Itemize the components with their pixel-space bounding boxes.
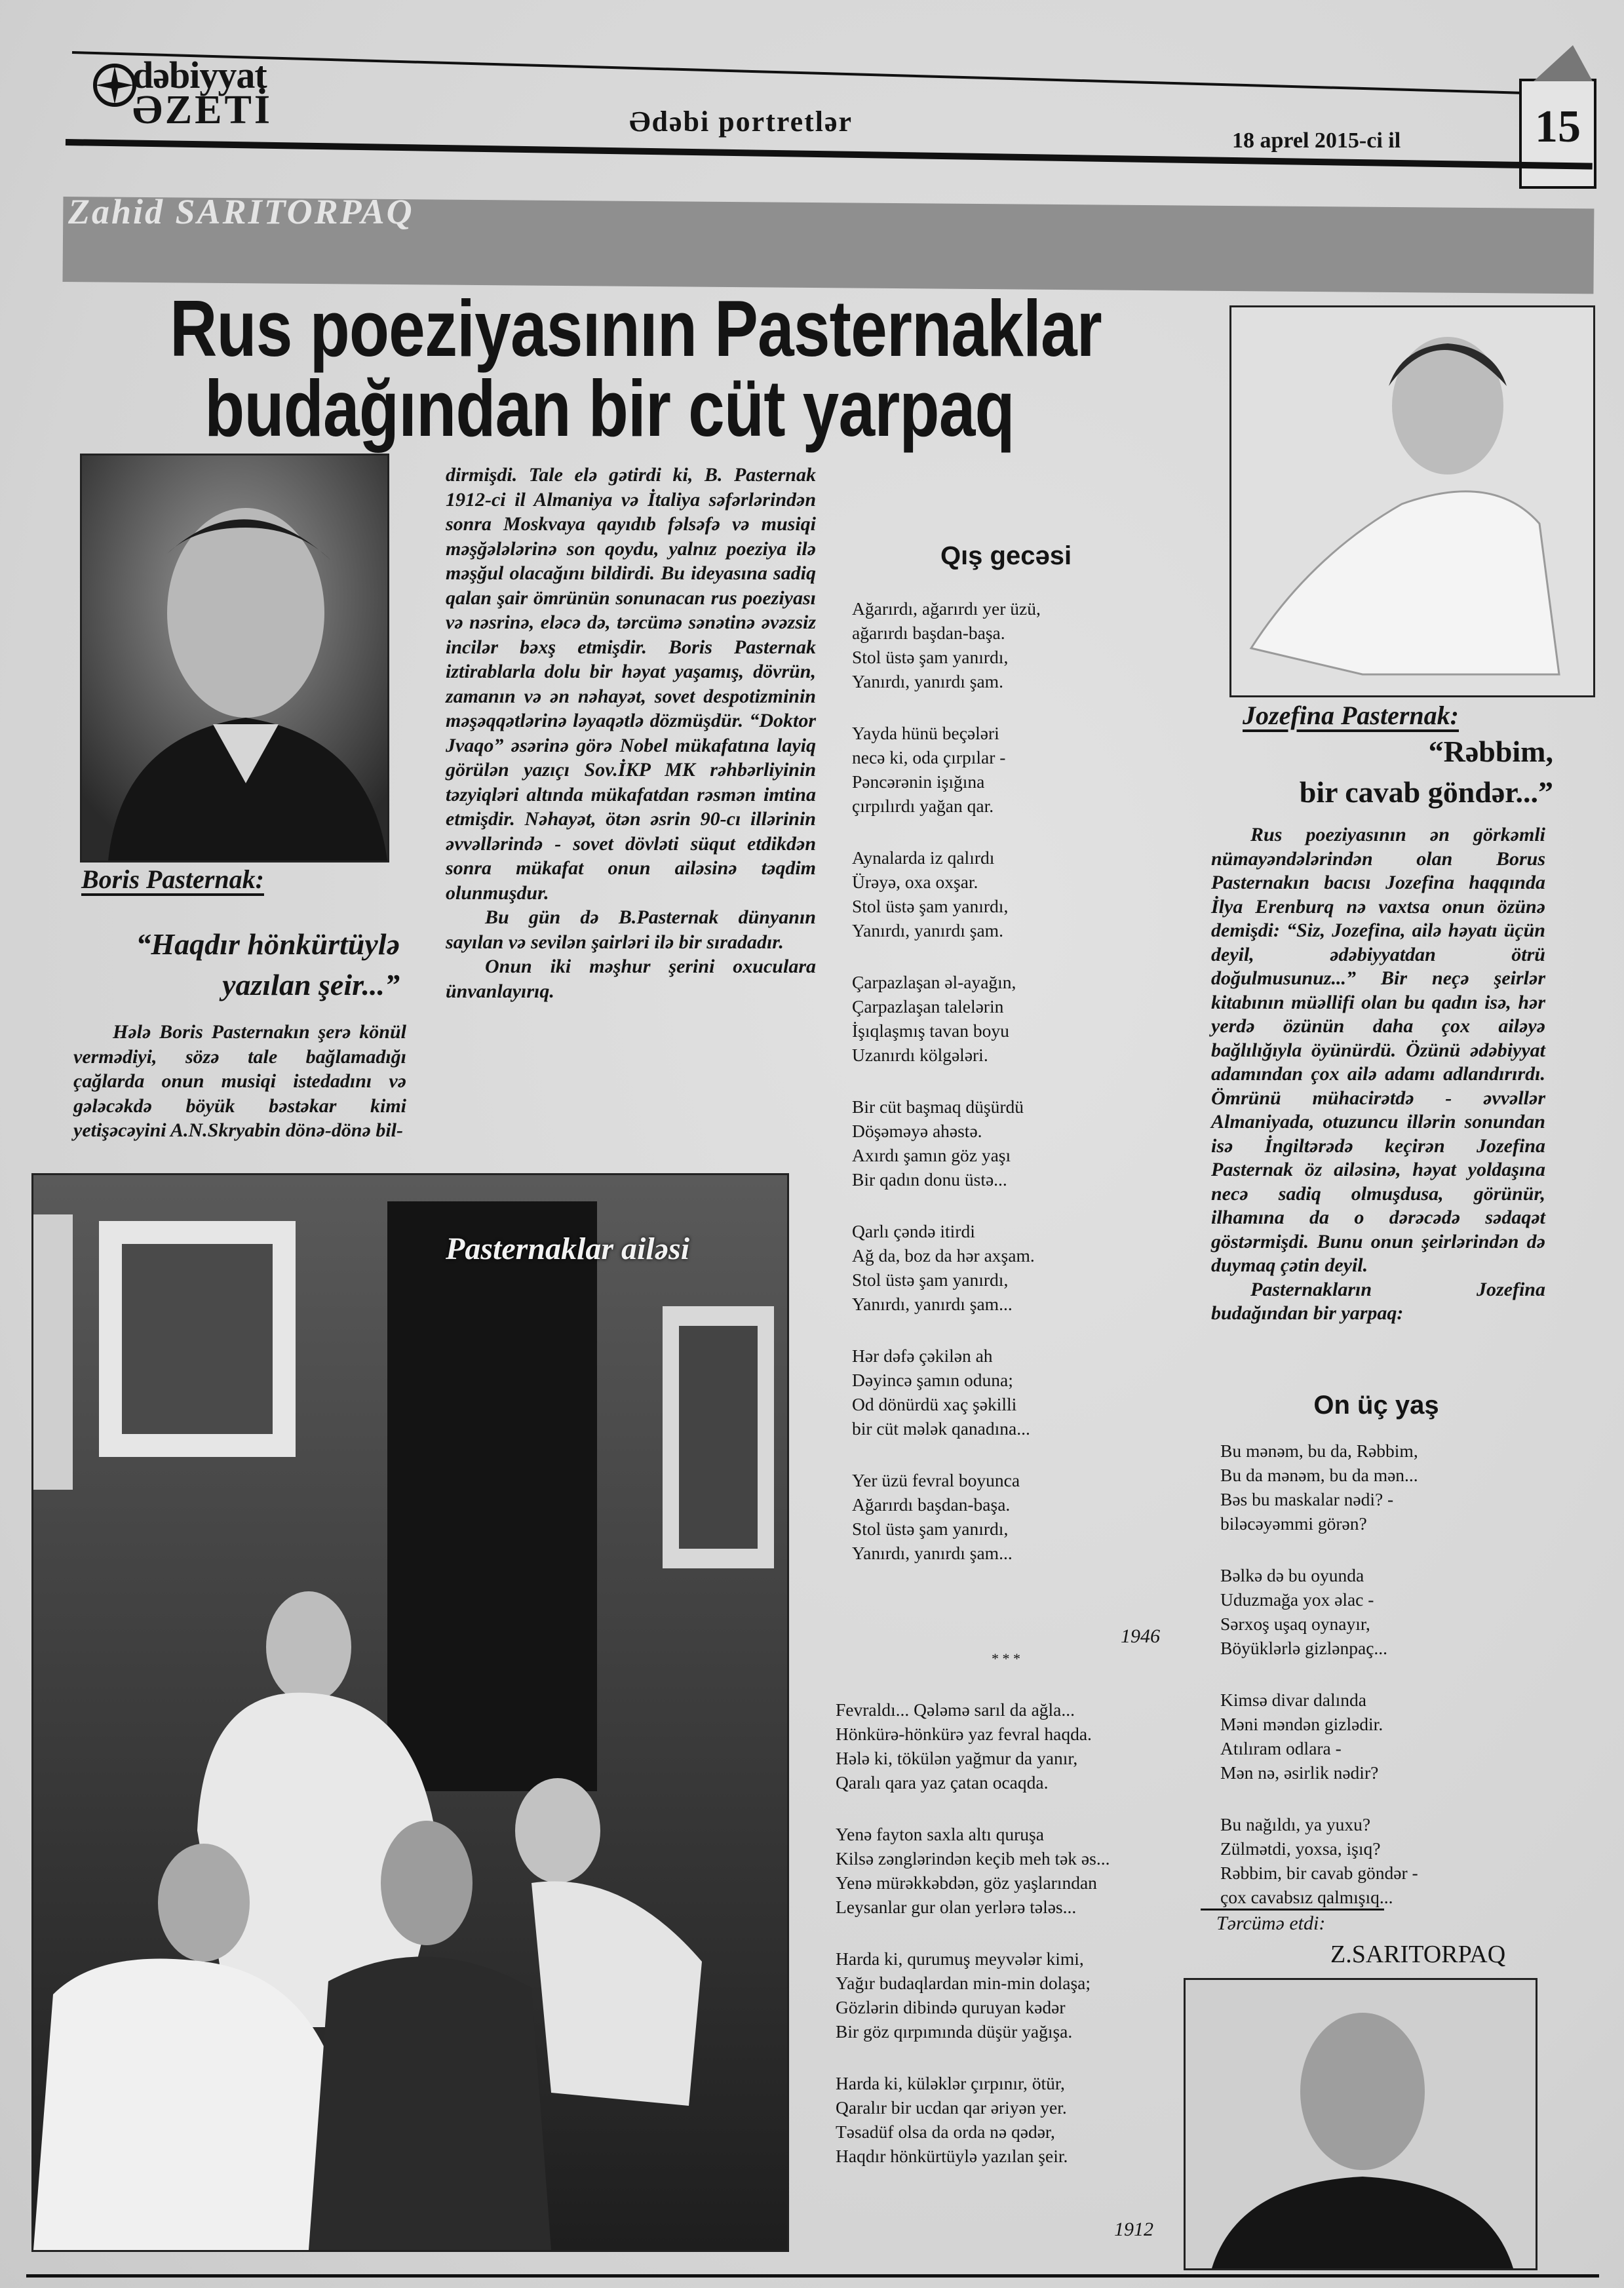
boris-caption: Boris Pasternak:	[81, 864, 264, 894]
translator-photo	[1184, 1978, 1537, 2270]
poem-line: Atılıram odlara -	[1220, 1738, 1342, 1758]
poem-stanza	[852, 596, 1160, 693]
boris-intro	[73, 1020, 406, 1143]
poem-line: Yanırdı, yanırdı şam.	[852, 920, 1003, 940]
logo-line1: dəbiyyat	[132, 54, 267, 96]
poem-line: Haqdır hönkürtüylə yazılan şeir.	[836, 2146, 1068, 2166]
poem-line: biləcəyəmmi görən?	[1220, 1513, 1367, 1534]
book-page-icon	[1534, 45, 1593, 81]
poem-line: Bir cüt başmaq düşürdü	[852, 1096, 1024, 1117]
poem-line: Ağarırdı başdan-başa.	[852, 1494, 1011, 1515]
poem-stanza	[852, 1344, 1160, 1441]
poem-stanza	[852, 970, 1160, 1067]
poem-line: Rəbbim, bir cavab göndər -	[1220, 1863, 1418, 1883]
poem-stanza	[1220, 1563, 1548, 1660]
poem1-year: 1946	[1121, 1625, 1160, 1647]
poem-line: necə ki, oda çırpılar -	[852, 747, 1006, 767]
poem-line: Bir göz qırpımında düşür yağışa.	[836, 2021, 1073, 2042]
poem-line: Yayda hünü beçələri	[852, 723, 999, 743]
poem-stanza	[1220, 1688, 1548, 1785]
jozefina-quote-line1: “Rəbbim,	[1428, 735, 1553, 768]
poem-line: Çarpazlaşan talelərin	[852, 996, 1004, 1017]
poem-stanza	[836, 2071, 1176, 2168]
compass-star-icon	[92, 62, 138, 108]
section-title: Ədəbi portretlər	[629, 106, 853, 138]
logo-line2: ƏZETİ	[132, 88, 273, 132]
poem-line: Hönkürə-hönkürə yaz fevral haqda.	[836, 1724, 1092, 1744]
poem-line: Ağarırdı, ağarırdı yer üzü,	[852, 598, 1041, 619]
poem-line: Bu nağıldı, ya yuxu?	[1220, 1814, 1371, 1834]
page-number-box	[1519, 79, 1596, 189]
poem-stanza	[836, 1947, 1176, 2044]
jozefina-quote	[1219, 731, 1553, 813]
poem-line: Çarpazlaşan əl-ayağın,	[852, 972, 1016, 992]
poem-line: Bəlkə də bu oyunda	[1220, 1565, 1364, 1585]
poem-line: Kilsə zənglərindən keçib meh tək əs...	[836, 1848, 1110, 1869]
boris-quote-line1: “Haqdır hönkürtüylə	[136, 927, 400, 961]
poem-line: Stol üstə şam yanırdı,	[852, 1519, 1009, 1539]
poem2-year: 1912	[1114, 2219, 1153, 2240]
poem-stanza	[852, 845, 1160, 942]
poem-line: Gözlərin dibində quruyan kədər	[836, 1997, 1066, 2017]
newspaper-logo	[92, 56, 354, 141]
poem-line: Stol üstə şam yanırdı,	[852, 1270, 1009, 1290]
poem-line: İşıqlaşmış tavan boyu	[852, 1020, 1009, 1041]
paragraph: Pasternakların Jozefina budağından bir yarpaq:	[1211, 1278, 1545, 1324]
poem-line: Yanırdı, yanırdı şam.	[852, 671, 1003, 691]
paragraph: Rus poeziyasının ən görkəmli nümayəndələrindən olan Borus Pasternakın bacısı Jozefina haqqında İlya Erenburq nə vaxtsa onun özünə demişdi: “Siz, Jozefina, ailə həyatı üçün deyil, ədəbiyyatdan ötrü doğulmusunuz...” Bir neçə şeirlər kitabının müəllifi olan bu qadın isə, hər yerdə özünün daha çox ailəyə bağlılığıyla öyünürdü. Özünü ədəbiyyat adamından çox ailə adamı adlandırırdı. Ömrünü mühacirətdə - əvvəllər Almaniyada, otuzuncu illərin sonundan isə İngiltərədə keçirən Jozefina Pasternak öz ailəsinə, həyat yoldaşına necə sadiq olmuşdusa, görünür, ilhamına da o dərəcədə sədaqət göstərmişdi. Bunu onun şeirlərindən də duymaq çətin deyil.	[1211, 824, 1545, 1276]
poem-line: çırpılırdı yağan qar.	[852, 796, 994, 816]
middle-column-text	[446, 463, 816, 1003]
poem-line: Qarlı çəndə itirdi	[852, 1221, 975, 1241]
poem-line: Harda ki, küləklər çırpınır, ötür,	[836, 2073, 1065, 2093]
headline-line1: Rus poeziyasının Pasternaklar	[170, 284, 1102, 373]
poem-stanza	[852, 1219, 1160, 1316]
poem-line: Qaralı qara yaz çatan ocaqda.	[836, 1772, 1049, 1793]
poem-line: Böyüklərlə gizlənpaç...	[1220, 1638, 1388, 1658]
boris-pasternak-photo	[80, 454, 389, 863]
poem-line: bir cüt mələk qanadına...	[852, 1418, 1030, 1439]
author-byline: Zahid SARITORPAQ	[68, 192, 414, 231]
poem-line: Uduzmağa yox əlac -	[1220, 1589, 1374, 1610]
boris-quote-line2: yazılan şeir...”	[222, 968, 400, 1001]
translator-label: Tərcümə etdi:	[1216, 1912, 1326, 1934]
family-photo-caption: Pasternaklar ailəsi	[446, 1231, 690, 1266]
poem2-separator: * * *	[992, 1650, 1020, 1667]
poem-line: Ağ da, boz da hər axşam.	[852, 1245, 1035, 1266]
poem-stanza	[852, 721, 1160, 818]
poem-line: Mən nə, əsirlik nədir?	[1220, 1762, 1379, 1783]
jozefina-quote-line2: bir cavab göndər...”	[1299, 775, 1553, 809]
poem-line: Uzanırdı kölgələri.	[852, 1045, 988, 1065]
poem-line: Dəyincə şamın oduna;	[852, 1370, 1013, 1390]
pasternak-family-photo	[31, 1173, 789, 2252]
poem-line: Hər dəfə çəkilən ah	[852, 1346, 993, 1366]
poem-line: Bəs bu maskalar nədi? -	[1220, 1489, 1394, 1509]
poem-line: Yenə mürəkkəbdən, göz yaşlarından	[836, 1872, 1097, 1893]
poem-line: Bu mənəm, bu da, Rəbbim,	[1220, 1441, 1418, 1461]
jozefina-text	[1211, 823, 1545, 1326]
poem-line: Yanırdı, yanırdı şam...	[852, 1543, 1013, 1563]
poem-line: çox cavabsız qalmışıq...	[1220, 1887, 1393, 1907]
poem-line: ağarırdı başdan-başa.	[852, 623, 1005, 643]
paragraph: Bu gün də B.Pasternak dünyanın sayılan və sevilən şairləri ilə bir sıradadır.	[446, 906, 816, 953]
poem-stanza	[1220, 1439, 1548, 1536]
page-number: 15	[1535, 102, 1581, 152]
poem-stanza	[1220, 1812, 1548, 1909]
poem-line: Döşəməyə ahəstə.	[852, 1121, 982, 1141]
poem-line: Yağır budaqlardan min-min dolaşa;	[836, 1973, 1091, 1993]
poem-line: Kimsə divar dalında	[1220, 1690, 1366, 1710]
translator-name: Z.SARITORPAQ	[1330, 1941, 1506, 1968]
boris-intro-paragraph: Hələ Boris Pasternakın şerə könül vermədiyi, sözə tale bağlamadığı çağlarda onun musiqi istedadını və gələcəkdə böyük bəstəkar kimi yetişəcəyini A.N.Skryabin dönə-dönə bil-	[73, 1021, 406, 1141]
poem-line: Stol üstə şam yanırdı,	[852, 896, 1009, 916]
poem1-text	[852, 596, 1160, 1593]
poem-line: Leysanlar gur olan yerlərə tələs...	[836, 1897, 1077, 1917]
poem-line: Sərxoş uşaq oynayır,	[1220, 1614, 1370, 1634]
poem-line: Bu da mənəm, bu da mən...	[1220, 1465, 1418, 1485]
paragraph: Onun iki məşhur şerini oxuculara ünvanlayırıq.	[446, 956, 816, 1002]
jozefina-pasternak-photo	[1229, 305, 1595, 697]
poem-line: Təsadüf olsa da orda nə qədər,	[836, 2122, 1055, 2142]
poem-line: Hələ ki, tökülən yağmur da yanır,	[836, 1748, 1078, 1768]
poem-line: Od dönürdü xaç şəkilli	[852, 1394, 1017, 1414]
poem3-text	[1220, 1439, 1548, 1937]
footer-rule	[26, 2274, 1599, 2278]
paragraph: dirmişdi. Tale elə gətirdi ki, B. Pasternak 1912-ci il Almaniya və İtaliya səfərlərindən sonra Moskvaya qayıdıb fəlsəfə və musiqi məşğələlərinə son qoydu, yalnız poeziya ilə məşğul olacağını bildirdi. Bu ideyasına sadiq qalan şair ömrünün sonunacan rus poeziyası və nəsrinə, eləcə də, tərcümə sənətinə əvəzsiz incilər bəxş etmişdir. Boris Pasternak iztirablarla dolu bir həyat yaşamış, dövrün, zamanın və ən nəhayət, sovet despotizminin məşəqqətlərinə ləyaqətlə dözmüşdür. “Doktor Jvaqo” əsərinə görə Nobel mükafatına layiq görülən yazıçı Sov.İKP MK rəhbərliyinin təzyiqləri altında mükafatdan rəsmən imtina etmişdir. Nəhayət, ötən əsrin 90-cı illərinin əvvəllərində - sovet dövləti süqut etdikdən sonra mükafat onun ailəsinə təqdim olunmuşdur.	[446, 464, 816, 904]
poem-line: Fevraldı... Qələmə sarıl da ağla...	[836, 1699, 1075, 1720]
poem-line: Axırdı şamın göz yaşı	[852, 1145, 1011, 1165]
poem3-title: On üç yaş	[1313, 1391, 1439, 1420]
poem-line: Harda ki, qurumuş meyvələr kimi,	[836, 1949, 1084, 1969]
poem-line: Yanırdı, yanırdı şam...	[852, 1294, 1013, 1314]
poem-line: Qaralır bir ucdan qar əriyən yer.	[836, 2097, 1067, 2118]
headline-line2: budağından bir cüt yarpaq	[204, 364, 1015, 453]
translator-rule	[1201, 1909, 1384, 1910]
poem2-text	[836, 1697, 1176, 2196]
poem-line: Yer üzü fevral boyunca	[852, 1470, 1020, 1490]
poem-line: Zülmətdi, yoxsa, işıq?	[1220, 1838, 1381, 1859]
issue-date: 18 aprel 2015-ci il	[1232, 128, 1401, 153]
poem-stanza	[836, 1697, 1176, 1794]
poem-line: Aynalarda iz qalırdı	[852, 847, 995, 868]
poem-stanza	[836, 1822, 1176, 1919]
poem-stanza	[852, 1095, 1160, 1192]
boris-quote	[79, 924, 400, 1005]
poem-line: Bir qadın donu üstə...	[852, 1169, 1007, 1190]
poem-line: Ürəyə, oxa oxşar.	[852, 872, 978, 892]
poem-line: Məni məndən gizlədir.	[1220, 1714, 1383, 1734]
poem-line: Pəncərənin işığına	[852, 771, 985, 792]
poem-line: Stol üstə şam yanırdı,	[852, 647, 1009, 667]
poem-stanza	[852, 1468, 1160, 1565]
poem-line: Yenə fayton saxla altı quruşa	[836, 1824, 1044, 1844]
poem1-title: Qış gecəsi	[940, 541, 1072, 570]
jozefina-caption: Jozefina Pasternak:	[1243, 701, 1459, 730]
